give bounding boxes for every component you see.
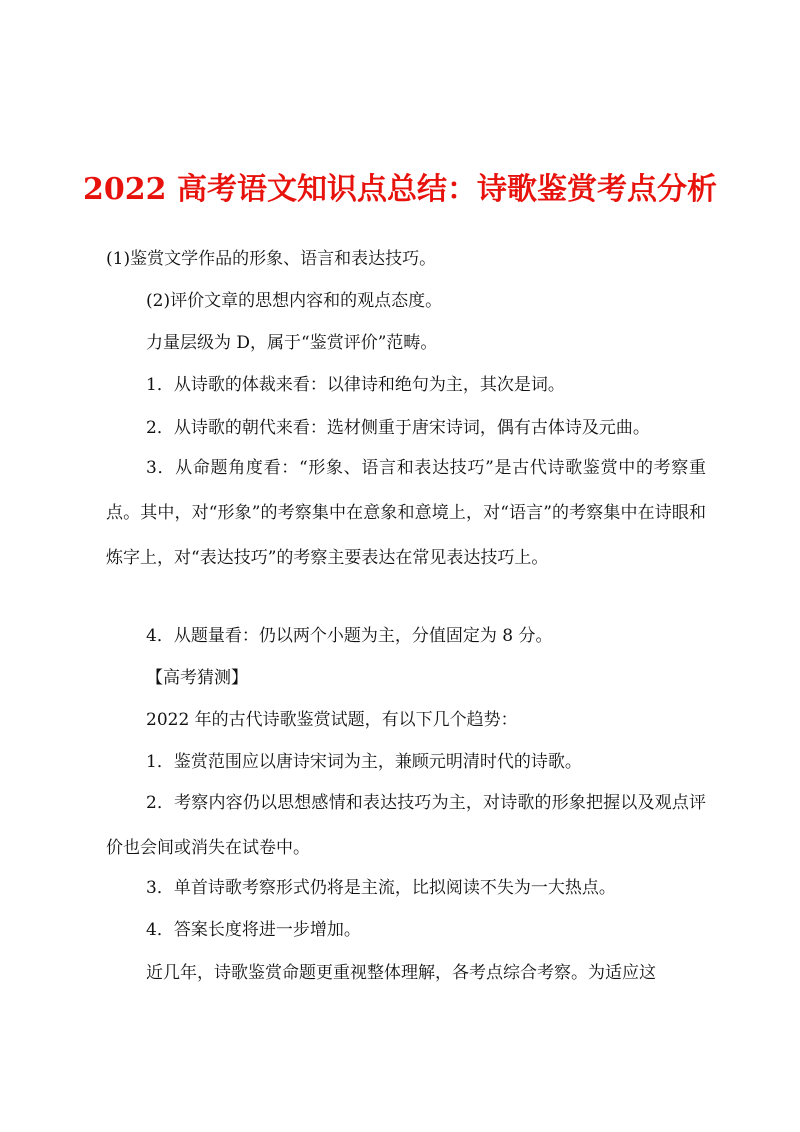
paragraph-trend-4: 4．答案长度将进一步增加。: [146, 920, 361, 940]
paragraph-trend-3: 3．单首诗歌考察形式仍将是主流，比拟阅读不失为一大热点。: [146, 878, 616, 898]
paragraph-trend-2: 2．考察内容仍以思想感情和表达技巧为主，对诗歌的形象把握以及观点评价也会间或消失在试卷中。: [106, 793, 706, 858]
page-title: 2022 高考语文知识点总结：诗歌鉴赏考点分析: [83, 172, 717, 207]
paragraph-trends-intro: 2022 年的古代诗歌鉴赏试题，有以下几个趋势：: [146, 710, 518, 730]
paragraph-point-4: 4．从题量看：仍以两个小题为主，分值固定为 8 分。: [146, 626, 553, 646]
paragraph-objective-1: (1)鉴赏文学作品的形象、语言和表达技巧。: [106, 249, 437, 269]
paragraph-ability-level: 力量层级为 D，属于“鉴赏评价”范畴。: [146, 333, 438, 353]
paragraph-point-3: 3．从命题角度看：“形象、语言和表达技巧”是古代诗歌鉴赏中的考察重点。其中，对“形象”的考察集中在意象和意境上，对“语言”的考察集中在诗眼和炼字上，对“表达技巧”的考察主要表达在常见表达技巧上。: [106, 458, 706, 568]
paragraph-point-2: 2．从诗歌的朝代来看：选材侧重于唐宋诗词，偶有古体诗及元曲。: [146, 418, 650, 438]
paragraph-recent-years: 近几年，诗歌鉴赏命题更重视整体理解，各考点综合考察。为适应这: [146, 963, 656, 983]
paragraph-point-1: 1．从诗歌的体裁来看：以律诗和绝句为主，其次是词。: [146, 375, 565, 395]
section-heading-prediction: 【高考猜测】: [146, 668, 248, 688]
paragraph-trend-1: 1．鉴赏范围应以唐诗宋词为主，兼顾元明清时代的诗歌。: [146, 752, 582, 772]
paragraph-objective-2: (2)评价文章的思想内容和的观点态度。: [146, 291, 443, 311]
